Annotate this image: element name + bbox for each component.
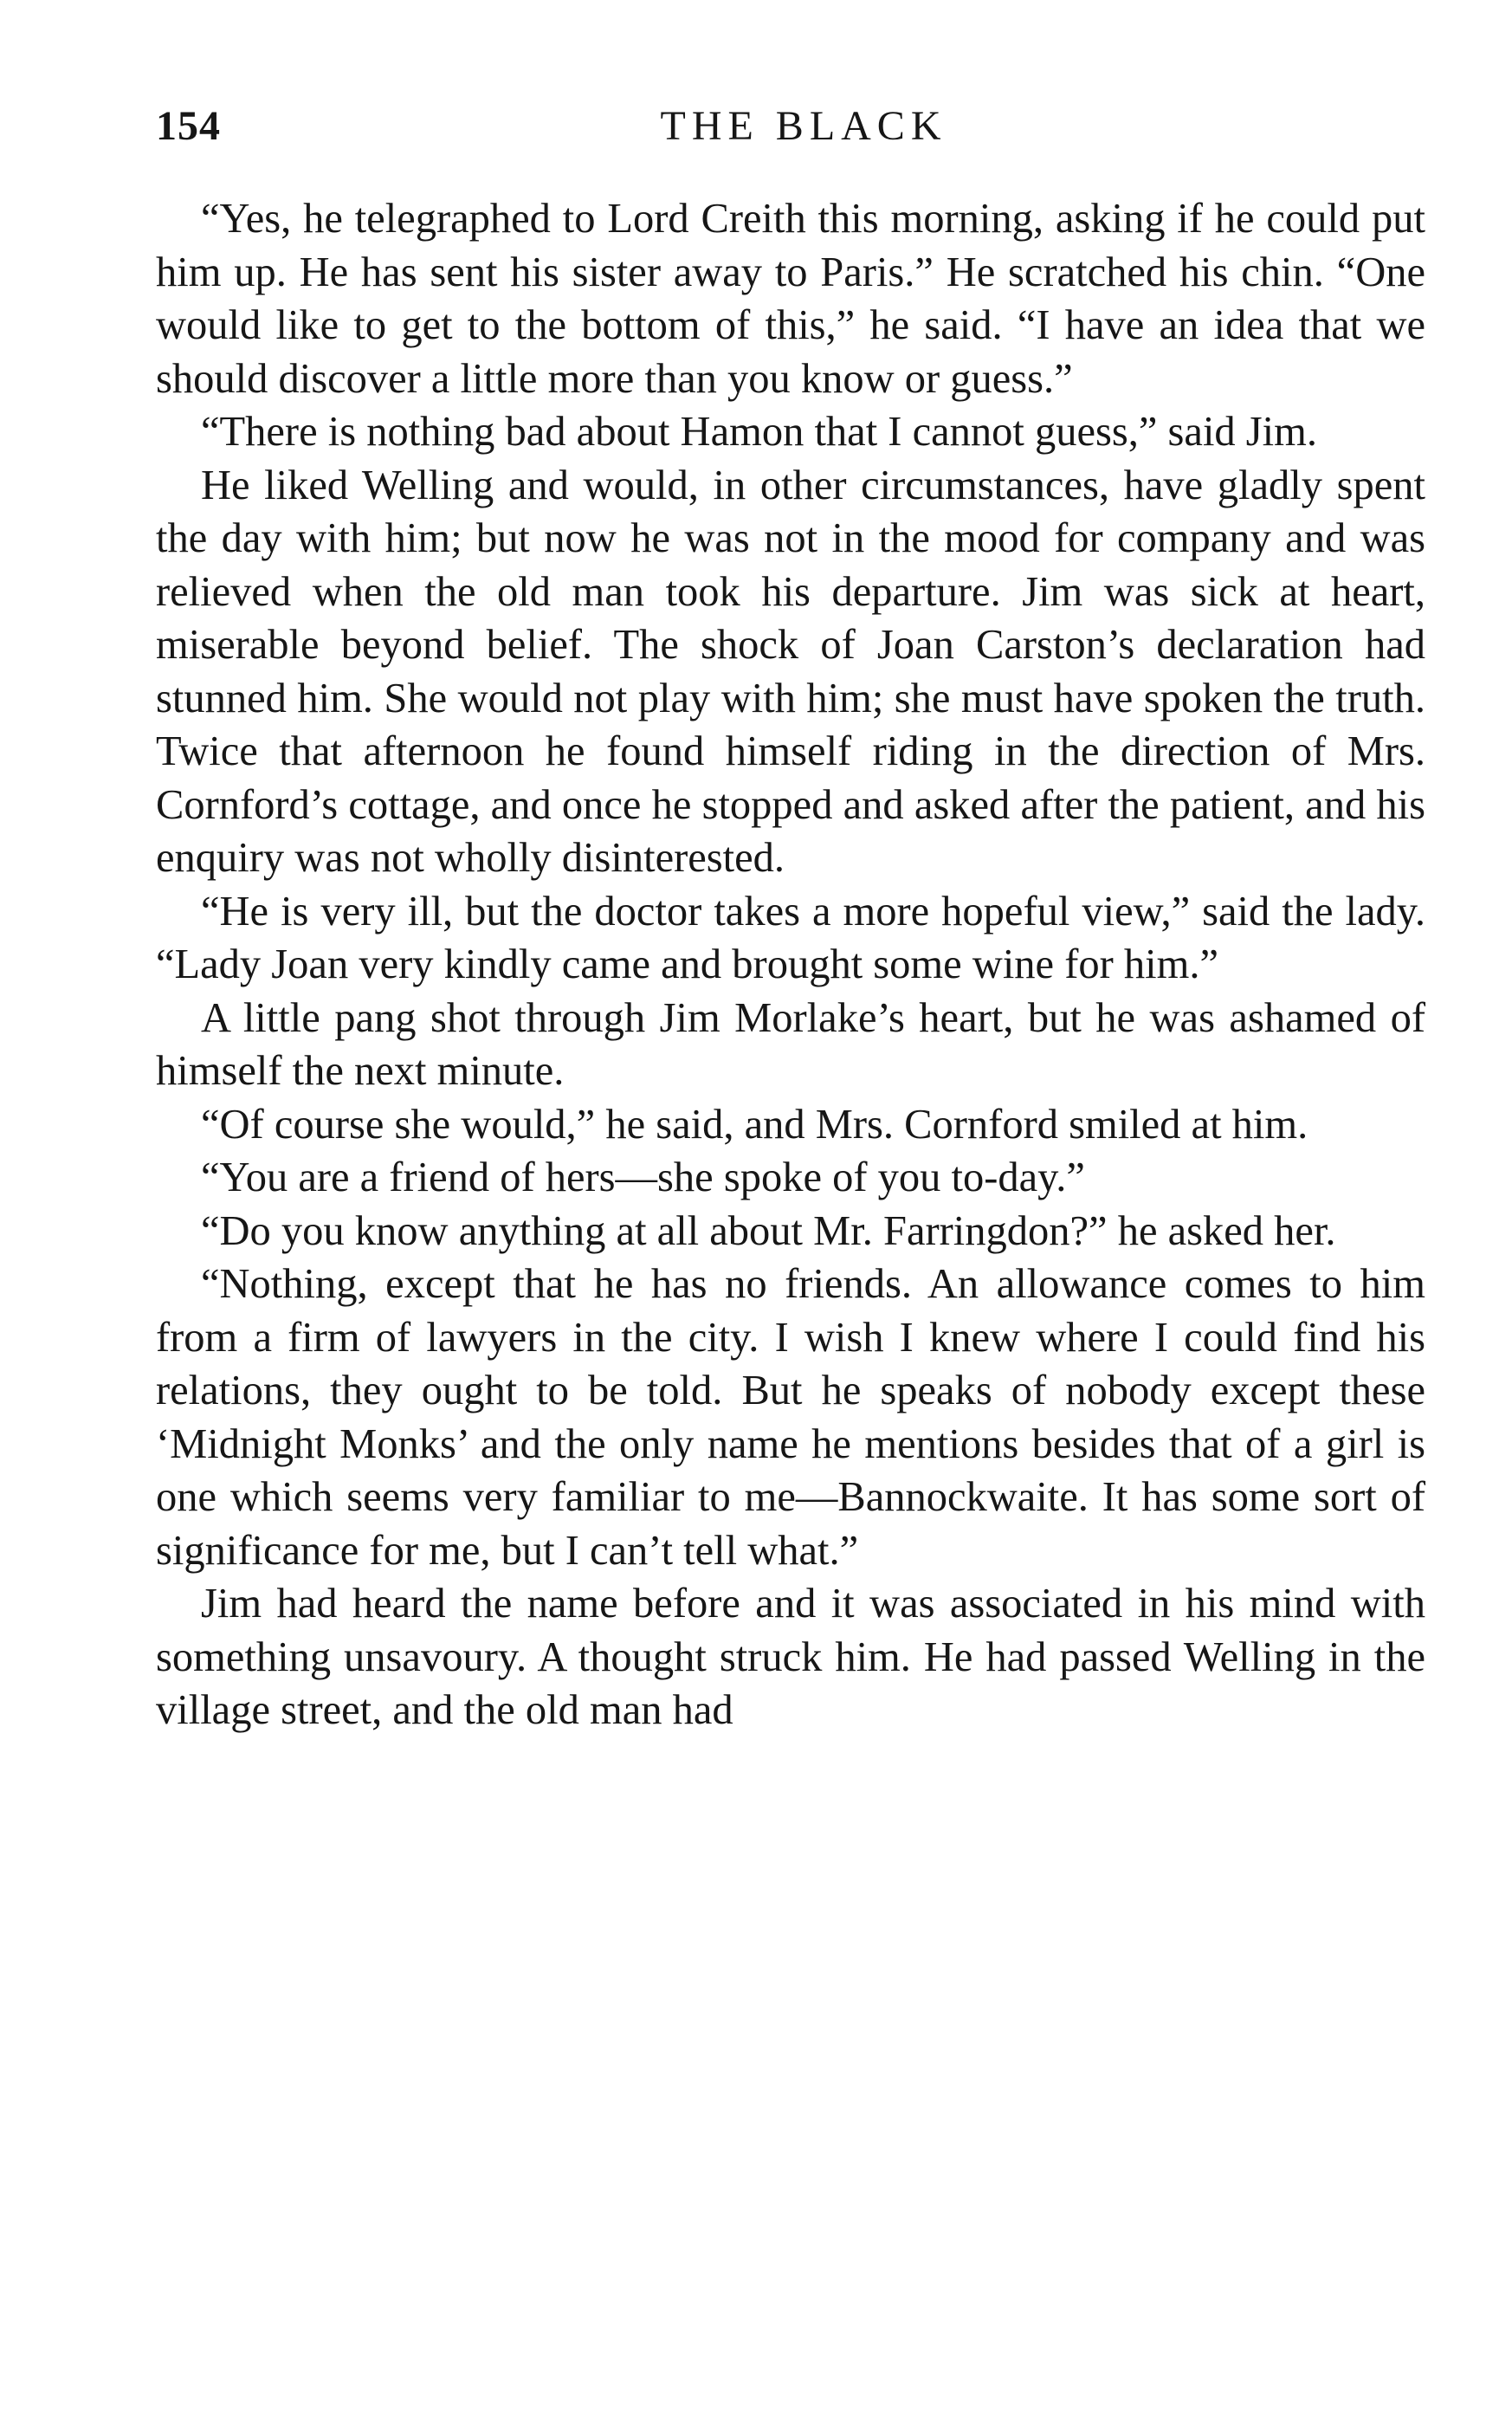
paragraph: “He is very ill, but the doctor takes a more hopeful view,” said the lady. “Lady Joan very kindly came and brought some wine for him.” xyxy=(156,888,1425,987)
paragraph: “Yes, he telegraphed to Lord Creith this morning, asking if he could put him up. He has sent his sister away to Paris.” He scratched his chin. “One would like to get to the bottom of this,” he said. “I have an idea that we should discover a little more than you know or guess.” xyxy=(156,196,1425,402)
paragraph: “There is nothing bad about Hamon that I cannot guess,” said Jim. xyxy=(201,409,1317,455)
running-head xyxy=(156,102,1425,171)
paragraph: “Nothing, except that he has no friends. An allowance comes to him from a firm of lawyers in the city. I wish I knew where I could find his relations, they ought to be told. But he speaks of nobody except these ‘Midnight Monks’ and the only name he mentions besides that of a girl is one which seems very familiar to me—Bannockwaite. It has some sort of significance for me, but I can’t tell what.” xyxy=(156,1261,1425,1574)
paragraph: Jim had heard the name before and it was associated in his mind with something unsavoury. A thought struck him. He had passed Welling in the village street, and the old man had xyxy=(156,1581,1425,1733)
paragraph: “Do you know anything at all about Mr. Farringdon?” he asked her. xyxy=(201,1207,1336,1254)
running-title: THE BLACK xyxy=(660,103,947,149)
paragraph: He liked Welling and would, in other circumstances, have gladly spent the day with him; but now he was not in the mood for company and was relieved when the old man took his departure. Jim was sick at heart, miserable beyond belief. The shock of Joan Carston’s declaration had stunned him. She would not play with him; she must have spoken the truth. Twice that afternoon he found himself riding in the direction of Mrs. Cornford’s cottage, and once he stopped and asked after the patient, and his enquiry was not wholly disinterested. xyxy=(156,462,1425,881)
paragraph: “Of course she would,” he said, and Mrs. Cornford smiled at him. xyxy=(201,1101,1308,1148)
page-number: 154 xyxy=(156,103,221,149)
body-text xyxy=(156,192,1425,1737)
paragraph: “You are a friend of hers—she spoke of you to-day.” xyxy=(201,1155,1085,1200)
paragraph: A little pang shot through Jim Morlake’s heart, but he was ashamed of himself the next minute. xyxy=(156,994,1425,1094)
